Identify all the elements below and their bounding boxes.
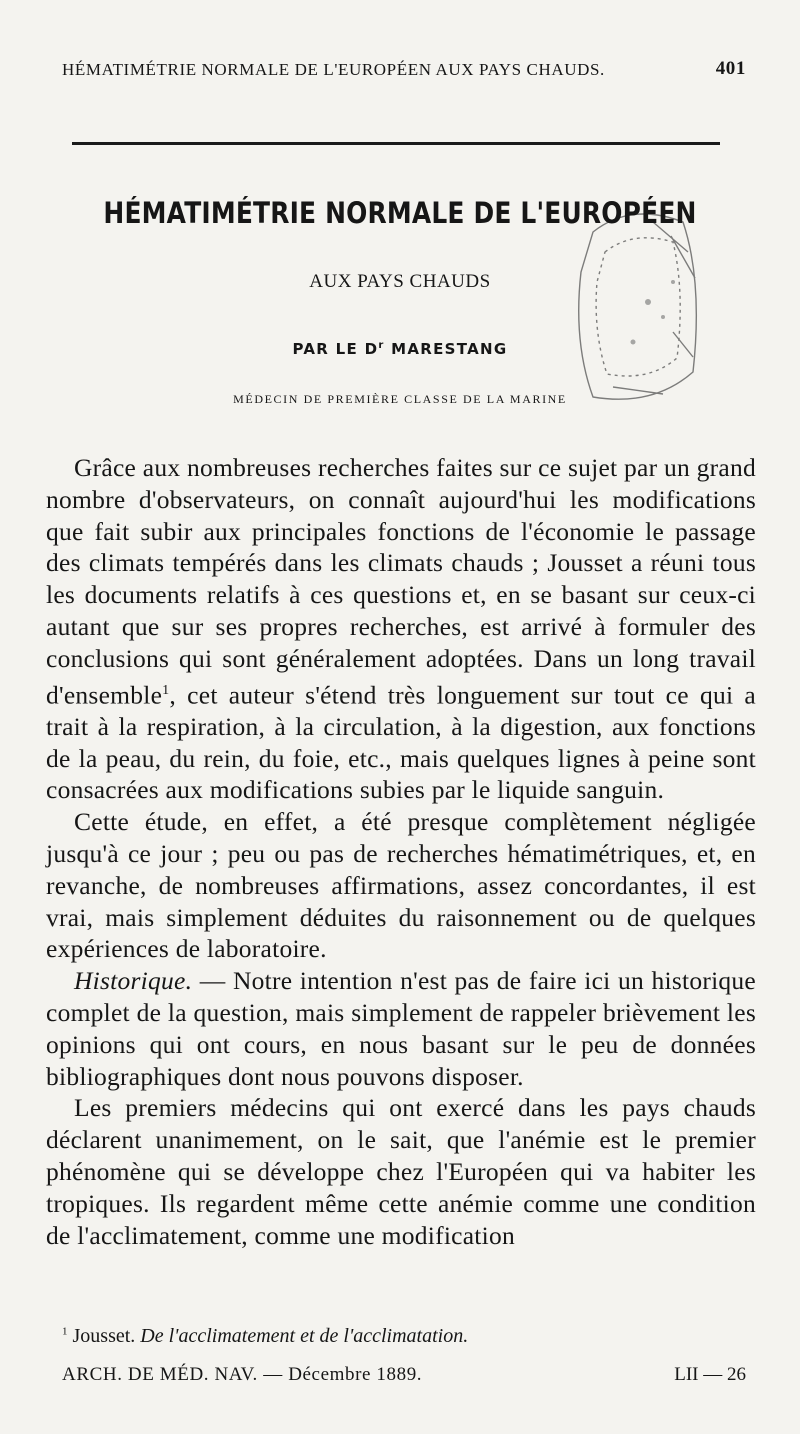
running-head-title: HÉMATIMÉTRIE NORMALE DE L'EUROPÉEN AUX PAYS CHAUDS. <box>62 60 605 79</box>
paragraph-2: Cette étude, en effet, a été presque complètement négligée jusqu'à ce jour ; peu ou pas de recherches hématimétriques, et, en revanche, de nombreuses affirmations, assez concordantes, il est vrai, mais simplement déduites du raisonnement ou de quelques expériences de laboratoire. <box>46 807 756 964</box>
author-name: MARESTANG <box>391 340 508 358</box>
section-heading-historique: Historique. <box>74 966 193 996</box>
author-line <box>0 340 800 358</box>
paragraph-1 <box>46 452 756 806</box>
footnote-work: De l'acclimatement et de l'acclimatation. <box>140 1325 469 1347</box>
footnote-author: Jousset. <box>72 1325 136 1347</box>
paragraph-1-text-a: Grâce aux nombreuses recherches faites sur ce sujet par un grand nombre d'observateurs, on connaît aujourd'hui les modifications que fait subir aux principales fonctions de l'économie le passage des climats tempérés dans les climats chauds ; Jousset a réuni tous les documents relatifs à ces questions et, en se basant sur ceux-ci autant que sur ses propres recherches, est arrivé à formuler des conclusions qui sont généralement adoptées. Dans un long travail d'ensemble <box>46 453 756 710</box>
article-subtitle: AUX PAYS CHAUDS <box>309 271 491 292</box>
paragraph-3 <box>46 965 756 1092</box>
footnote-reference: 1 <box>162 682 170 698</box>
paragraph-1-text-b: , cet auteur s'étend très longuement sur tout ce qui a trait à la respiration, à la circulation, à la digestion, aux fonctions de la peau, du rein, du foie, etc., mais quelques lignes à peine sont consacrées aux modifications subies par le liquide sanguin. <box>46 680 756 805</box>
author-prefix: PAR LE D <box>292 340 379 358</box>
paragraph-3-text: — Notre intention n'est pas de faire ici un historique complet de la question, mais simplement de rappeler brièvement les opinions qui ont cours, en nous basant sur le peu de données bibliographiques dont nous pouvons disposer. <box>46 966 756 1091</box>
author-affiliation: MÉDECIN DE PREMIÈRE CLASSE DE LA MARINE <box>233 392 567 406</box>
body-text <box>46 452 756 1251</box>
page-number: 401 <box>715 58 746 79</box>
journal-citation: ARCH. DE MÉD. NAV. — Décembre 1889. <box>62 1364 423 1385</box>
footnote <box>62 1325 762 1348</box>
article-title: HÉMATIMÉTRIE NORMALE DE L'EUROPÉEN <box>103 196 697 230</box>
paragraph-4: Les premiers médecins qui ont exercé dans les pays chauds déclarent unanimement, on le sait, que l'anémie est le premier phénomène qui se développe chez l'Européen qui va habiter les tropiques. Ils regardent même cette anémie comme une condition de l'acclimatement, comme une modification <box>46 1093 756 1250</box>
volume-sheet-number: LII — 26 <box>674 1364 746 1385</box>
footnote-marker: 1 <box>62 1325 68 1338</box>
header-rule <box>72 142 720 145</box>
author-title-sup: r <box>378 340 385 351</box>
